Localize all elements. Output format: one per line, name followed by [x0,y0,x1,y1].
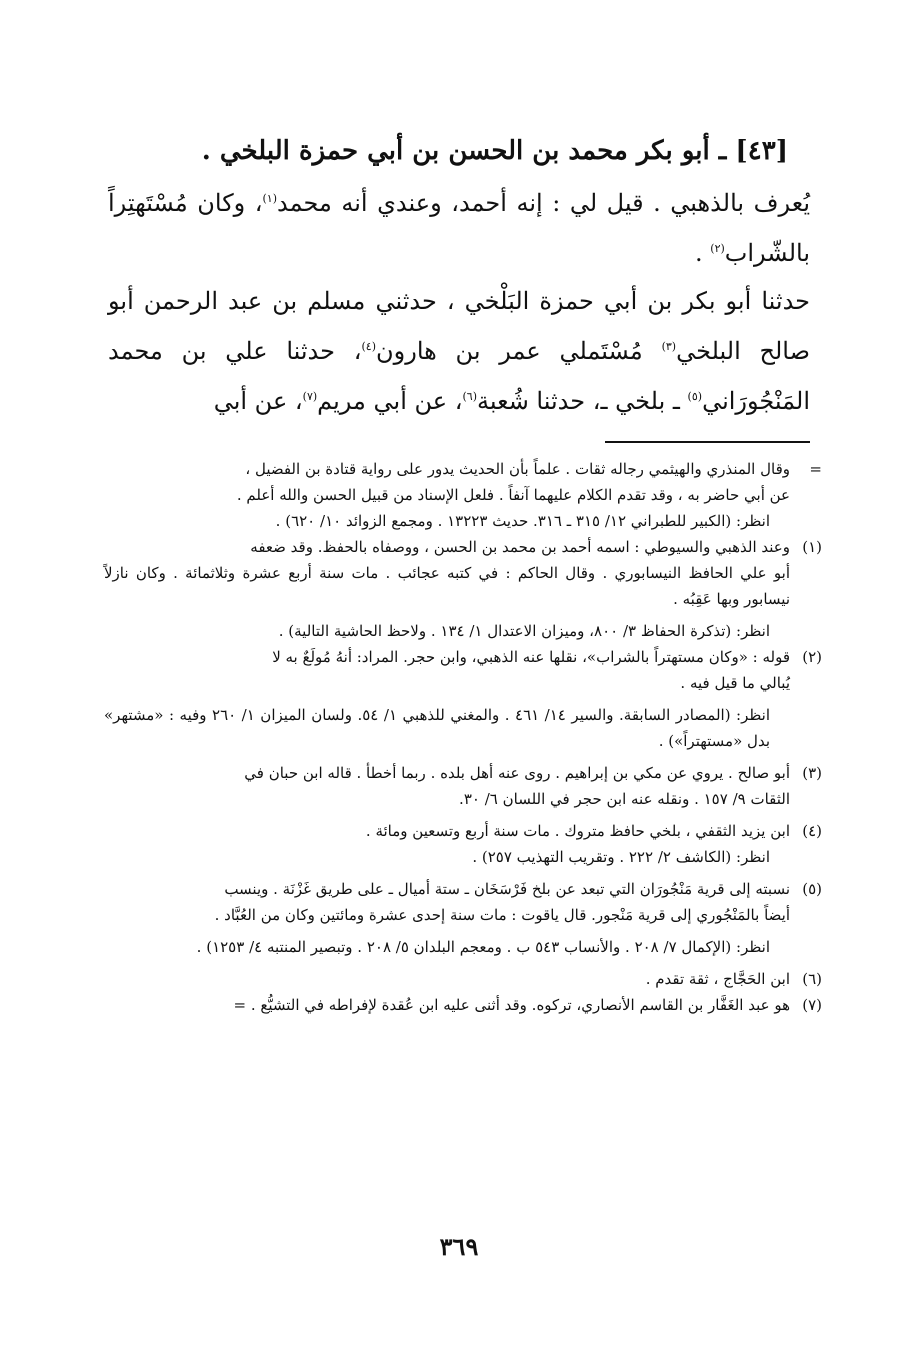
footnote-text: أبو صالح . يروي عن مكي بن إبراهيم . روى عنه أهل بلده . ربما أخطأ . قاله ابن حبان في [244,764,790,782]
footnotes [104,456,822,1018]
footnote-ref: (٢) [710,242,725,255]
footnote-6 [104,966,822,992]
footnote-5-source: انظر: (الإكمال ٧/ ٢٠٨ . والأنساب ٥٤٣ ب . ومعجم البلدان ٥/ ٢٠٨ . وتبصير المنتبه ٤/ ١٢٥٣) . [196,938,770,956]
footnote-separator [605,441,810,443]
footnote-number: (٢) [802,648,822,666]
footnote-1-continuation: أبو علي الحافظ النيسابوري . وقال الحاكم : في كتبه عجائب . مات سنة أربع عشرة وثلاثمائة . وكان نازلاً نيسابور وبها عَقِبُه . [104,564,790,608]
footnote-text: نسبته إلى قرية مَنْجُورَان التي تبعد عن بلخ فَرْسَخَان ـ ستة أميال ـ على طريق غَزْنَة . وينسب [224,880,790,898]
footnote-text: هو عبد الغَفَّار بن القاسم الأنصاري، تركوه. وقد أثنى عليه ابن عُقدة لإفراطه في التشيُّع . = [233,996,790,1014]
entry-heading: [٤٣] ـ أبو بكر محمد بن الحسن بن أبي حمزة البلخي . [201,136,788,166]
page-number: ٣٦٩ [439,1232,479,1261]
footnote-2-source: انظر: (المصادر السابقة. والسير ١٤/ ٤٦١ . والمغني للذهبي ١/ ٥٤. ولسان الميزان ١/ ٢٦٠ وفيه : «مشتهر» بدل «مستهتراً») . [104,706,771,750]
footnote-5 [104,876,822,902]
footnote-ref: (٤) [361,340,377,353]
footnote-5-continuation: أيضاً بالمَنْجُوري إلى قرية مَنْجور. قال ياقوت : مات سنة إحدى عشرة ومائتين وكان من العُبَّاد . [214,906,790,924]
footnote-7 [104,992,822,1018]
carry-source: انظر: (الكبير للطبراني ١٢/ ٣١٥ ـ ٣١٦. حديث ١٣٢٢٣ . ومجمع الزوائد ١٠/ ٦٢٠) . [275,512,770,530]
entry-paragraph-2: حدثنا أبو بكر بن أبي حمزة البَلْخي ، حدثني مسلم بن عبد الرحمن أبو صالح البلخي$^{(٣)}$ مُسْتَملي عمر بن هارون$^{(٤)}$، حدثنا علي بن محمد المَنْجُورَاني$^{(٥)}$ ـ بلخي ـ، حدثنا شُعبة$^{(٦)}$، عن أبي مريم$^{(٧)}$، عن أبي [108,287,810,415]
footnote-text: وعند الذهبي والسيوطي : اسمه أحمد بن محمد بن الحسن ، ووصفاه بالحفظ. وقد ضعفه [250,538,790,556]
carry-line-1: وقال المنذري والهيثمي رجاله ثقات . علماً بأن الحديث يدور على رواية قتادة بن الفضيل ، [245,460,790,478]
footnote-carry-over [104,456,822,482]
footnote-ref: (٥) [687,390,703,403]
footnote-number: (٧) [802,996,822,1014]
footnote-number: (٤) [802,822,822,840]
footnote-3-continuation: الثقات ٩/ ١٥٧ . ونقله عنه ابن حجر في اللسان ٦/ ٣٠. [459,790,790,808]
footnote-number: (٦) [802,970,822,988]
footnote-text: قوله : «وكان مستهتراً بالشراب»، نقلها عنه الذهبي، وابن حجر. المراد: أنهُ مُولَعٌ به لا [272,648,790,666]
footnote-1-source: انظر: (تذكرة الحفاظ ٣/ ٨٠٠، وميزان الاعتدال ١/ ١٣٤ . ولاحظ الحاشية التالية) . [278,622,770,640]
footnote-number: (١) [802,538,822,556]
footnote-text: ابن الحَجَّاج ، ثقة تقدم . [645,970,790,988]
footnote-4-source: انظر: (الكاشف ٢/ ٢٢٢ . وتقريب التهذيب ٢٥٧) . [472,848,770,866]
footnote-3 [104,760,822,786]
footnote-number: (٣) [802,764,822,782]
footnote-1 [104,534,822,560]
footnote-ref: (٣) [661,340,677,353]
carry-marker: = [809,460,822,478]
footnote-4 [104,818,822,844]
footnote-text: ابن يزيد الثقفي ، بلخي حافظ متروك . مات سنة أربع وتسعين ومائة . [365,822,790,840]
footnote-ref: (٦) [462,390,477,403]
footnote-2-continuation: يُبالي ما قيل فيه . [680,674,790,692]
footnote-number: (٥) [802,880,822,898]
footnote-ref: (٧) [302,390,318,403]
entry-paragraph-1: يُعرف بالذهبي . قيل لي : إنه أحمد، وعندي أنه محمد$^{(١)}$، وكان مُسْتَهتِراً بالشّراب$^{(٢)}$ . [108,189,810,267]
footnote-2 [104,644,822,670]
footnote-ref: (١) [262,192,278,205]
carry-line-2: عن أبي حاضر به ، وقد تقدم الكلام عليهما آنفاً . فلعل الإسناد من قبيل الحسن والله أعلم . [236,486,790,504]
